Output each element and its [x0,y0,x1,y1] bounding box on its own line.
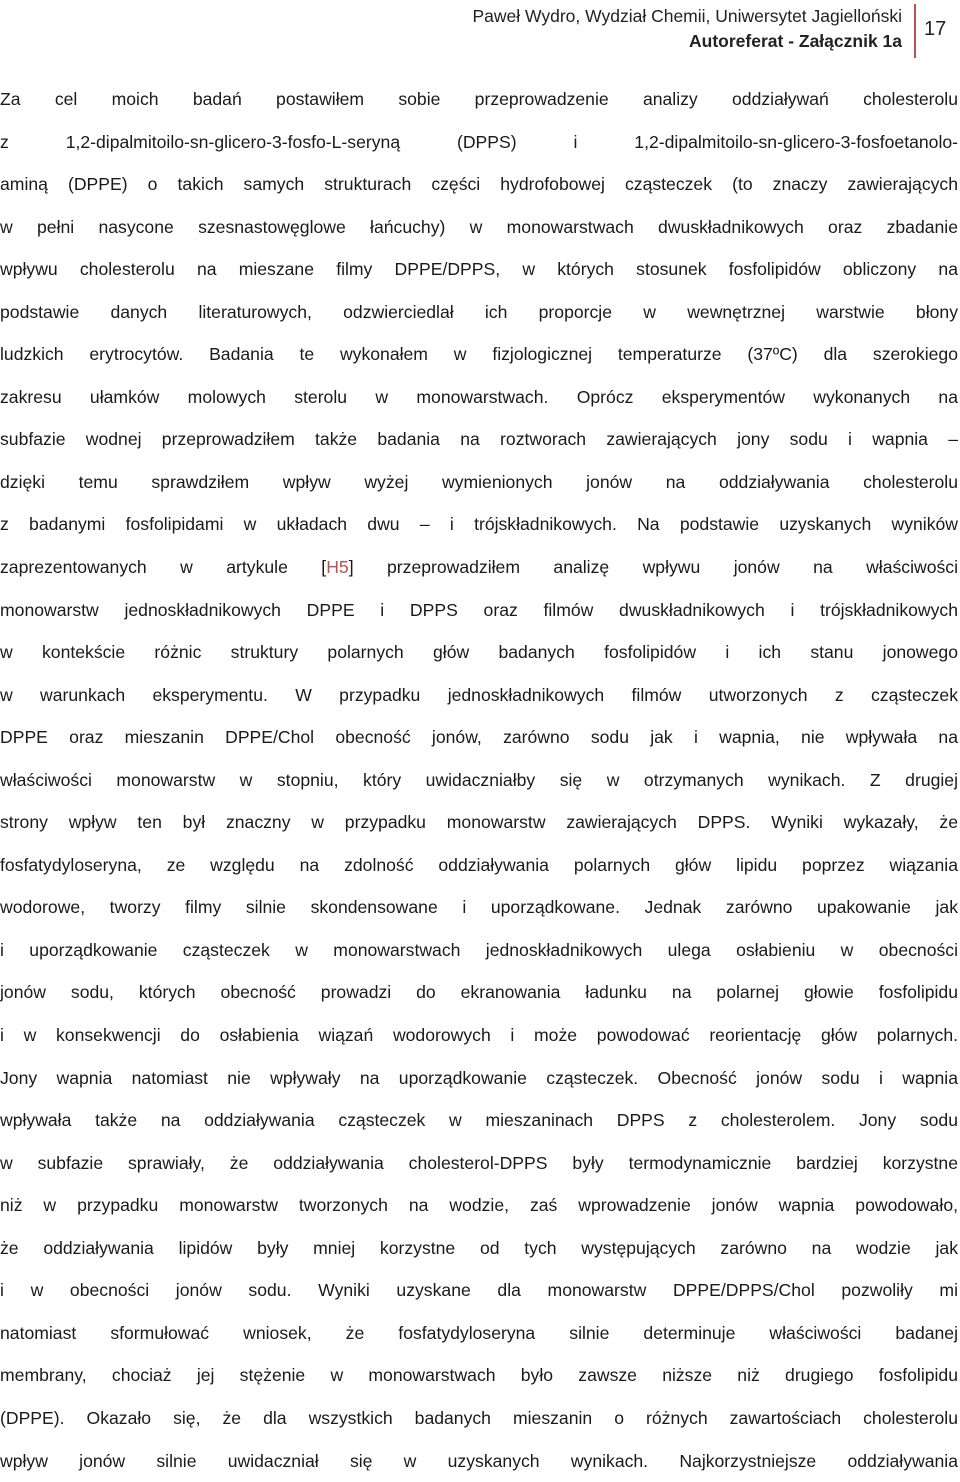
text-line: jonów sodu, których obecność prowadzi do ekranowania ładunku na polarnej głowie fosfolipidu [0,971,958,1014]
text-line: strony wpływ ten był znaczny w przypadku monowarstw zawierających DPPS. Wyniki wykazały, że [0,801,958,844]
text-line: w warunkach eksperymentu. W przypadku jednoskładnikowych filmów utworzonych z cząsteczek [0,674,958,717]
text-line: podstawie danych literaturowych, odzwierciedlał ich proporcje w wewnętrznej warstwie błony [0,291,958,334]
text-line: (DPPE). Okazało się, że dla wszystkich badanych mieszanin o różnych zawartościach cholesterolu [0,1397,958,1440]
text-line: w pełni nasycone szesnastowęglowe łańcuchy) w monowarstwach dwuskładnikowych oraz zbadanie [0,206,958,249]
text-fragment: zaprezentowanych w artykule [ [0,557,326,577]
text-line: i w konsekwencji do osłabienia wiązań wodorowych i może powodować reorientację głów polarnych. [0,1014,958,1057]
text-line: i w obecności jonów sodu. Wyniki uzyskane dla monowarstw DPPE/DPPS/Chol pozwoliły mi [0,1269,958,1312]
text-line: wodorowe, tworzy filmy silnie skondensowane i uporządkowane. Jednak zarówno upakowanie jak [0,886,958,929]
text-line: dzięki temu sprawdziłem wpływ wyżej wymienionych jonów na oddziaływania cholesterolu [0,461,958,504]
text-line: fosfatydyloseryna, ze względu na zdolność oddziaływania polarnych głów lipidu poprzez wiązania [0,844,958,887]
text-line: wpływ jonów silnie uwidaczniał się w uzyskanych wynikach. Najkorzystniejsze oddziaływania [0,1440,958,1482]
header-text-block [472,4,902,54]
text-line: subfazie wodnej przeprowadziłem także badania na roztworach zawierających jony sodu i wapnia – [0,418,958,461]
header-author: Paweł Wydro, Wydział Chemii, Uniwersytet Jagielloński [472,4,902,28]
text-line: z badanymi fosfolipidami w układach dwu – i trójskładnikowych. Na podstawie uzyskanych wyników [0,503,958,546]
text-line-with-reference [0,546,958,589]
text-line: DPPE oraz mieszanin DPPE/Chol obecność jonów, zarówno sodu jak i wapnia, nie wpływała na [0,716,958,759]
header-subtitle: Autoreferat - Załącznik 1a [472,28,902,54]
text-line: membrany, chociaż jej stężenie w monowarstwach było zawsze niższe niż drugiego fosfolipidu [0,1354,958,1397]
text-line: właściwości monowarstw w stopniu, który uwidaczniałby się w otrzymanych wynikach. Z drugiej [0,759,958,802]
text-line: w kontekście różnic struktury polarnych głów badanych fosfolipidów i ich stanu jonowego [0,631,958,674]
text-line: zakresu ułamków molowych sterolu w monowarstwach. Oprócz eksperymentów wykonanych na [0,376,958,419]
body-paragraph [0,78,958,1482]
page-header [0,0,960,60]
text-line: Jony wapnia natomiast nie wpływały na uporządkowanie cząsteczek. Obecność jonów sodu i wapnia [0,1057,958,1100]
text-line: i uporządkowanie cząsteczek w monowarstwach jednoskładnikowych ulega osłabieniu w obecności [0,929,958,972]
text-fragment: ] przeprowadziłem analizę wpływu jonów na właściwości [349,557,958,577]
text-line: z 1,2-dipalmitoilo-sn-glicero-3-fosfo-L-seryną (DPPS) i 1,2-dipalmitoilo-sn-glicero-3-fosfoetanolo- [0,121,958,164]
text-line: aminą (DPPE) o takich samych strukturach części hydrofobowej cząsteczek (to znaczy zawierających [0,163,958,206]
reference-link-h5[interactable]: H5 [326,557,349,577]
text-line: niż w przypadku monowarstw tworzonych na wodzie, zaś wprowadzenie jonów wapnia powodowało, [0,1184,958,1227]
text-line: że oddziaływania lipidów były mniej korzystne od tych występujących zarówno na wodzie jak [0,1227,958,1270]
text-line: wpływu cholesterolu na mieszane filmy DPPE/DPPS, w których stosunek fosfolipidów obliczony na [0,248,958,291]
header-divider [914,4,916,58]
text-line: monowarstw jednoskładnikowych DPPE i DPPS oraz filmów dwuskładnikowych i trójskładnikowych [0,589,958,632]
text-line: natomiast sformułować wniosek, że fosfatydyloseryna silnie determinuje właściwości badanej [0,1312,958,1355]
text-line: w subfazie sprawiały, że oddziaływania cholesterol-DPPS były termodynamicznie bardziej korzystne [0,1142,958,1185]
text-line: Za cel moich badań postawiłem sobie przeprowadzenie analizy oddziaływań cholesterolu [0,78,958,121]
text-line: wpływała także na oddziaływania cząsteczek w mieszaninach DPPS z cholesterolem. Jony sodu [0,1099,958,1142]
page-number: 17 [924,18,946,41]
text-line: ludzkich erytrocytów. Badania te wykonałem w fizjologicznej temperaturze (37ºC) dla szerokiego [0,333,958,376]
